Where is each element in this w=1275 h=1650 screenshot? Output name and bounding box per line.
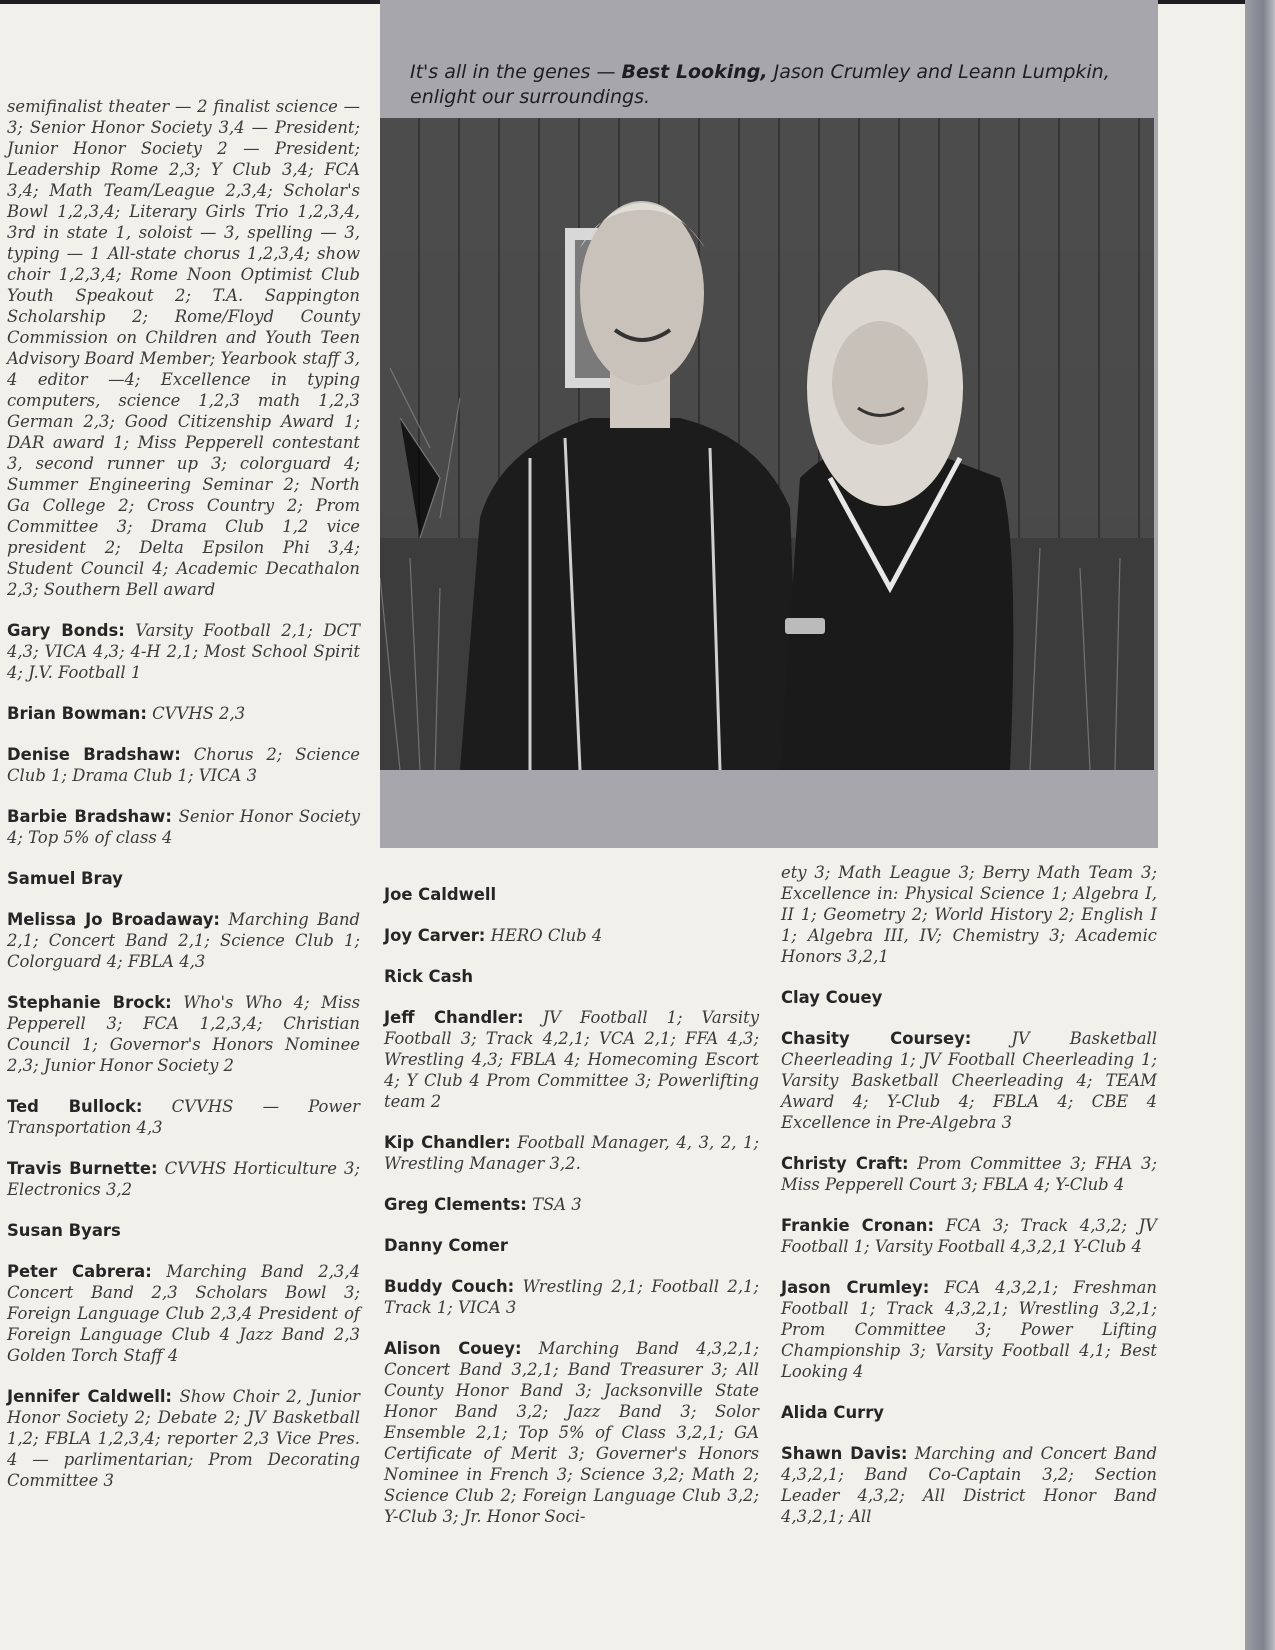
entry: Rick Cash <box>384 967 474 986</box>
entry: Samuel Bray <box>7 869 123 888</box>
entry: Kip Chandler: Football Manager, 4, 3, 2, 1; Wrestling Manager 3,2. <box>384 1133 759 1173</box>
entry: Melissa Jo Broadaway: Marching Band 2,1; Concert Band 2,1; Science Club 1; Colorguard 4; FBLA 4,3 <box>7 910 360 971</box>
entry: Joy Carver: HERO Club 4 <box>384 926 603 945</box>
caption-prefix: It's all in the genes — <box>410 61 622 83</box>
best-looking-photo <box>380 118 1154 770</box>
entry: Susan Byars <box>7 1221 121 1240</box>
entry: Shawn Davis: Marching and Concert Band 4,3,2,1; Band Co-Captain 3,2; Section Leader 4,3,2; All District Honor Band 4,3,2,1; All <box>781 1444 1157 1526</box>
caption-suffix: Jason Crumley and Leann Lumpkin, enlight our surroundings. <box>410 61 1110 108</box>
column-1 <box>7 96 360 1491</box>
entry: Alison Couey: Marching Band 4,3,2,1; Concert Band 3,2,1; Band Treasurer 3; All County Honor Band 3; Jacksonville State Honor Band 3,2; Jazz Band 3; Solor Ensemble 2,1; Top 5% of Class 3,2,1; GA Certificate of Merit 3; Governer's Honors Nominee in French 3; Science 3,2; Math 2; Science Club 2; Foreign Language Club 3,2; Y-Club 3; Jr. Honor Soci- <box>384 1339 759 1526</box>
entry: Jason Crumley: FCA 4,3,2,1; Freshman Football 1; Track 4,3,2,1; Wrestling 3,2,1; Prom Committee 3; Power Lifting Championship 3; Varsity Football 4,1; Best Looking 4 <box>781 1278 1157 1381</box>
photo-illustration <box>380 118 1154 770</box>
column-2 <box>384 884 759 1527</box>
entry: Denise Bradshaw: Chorus 2; Science Club 1; Drama Club 1; VICA 3 <box>7 745 360 785</box>
entry: Barbie Bradshaw: Senior Honor Society 4; Top 5% of class 4 <box>7 807 360 847</box>
entry: Jeff Chandler: JV Football 1; Varsity Football 3; Track 4,2,1; VCA 2,1; FFA 4,3; Wrestling 4,3; FBLA 4; Homecoming Escort 4; Y Club 4 Prom Committee 3; Powerlifting team 2 <box>384 1008 759 1111</box>
entry: Chasity Coursey: JV Basketball Cheerleading 1; JV Football Cheerleading 1; Varsity Basketball Cheerleading 4; TEAM Award 4; Y-Club 4; FBLA 4; CBE 4 Excellence in Pre-Algebra 3 <box>781 1029 1157 1132</box>
column-3 <box>781 862 1157 1527</box>
entry: Buddy Couch: Wrestling 2,1; Football 2,1; Track 1; VICA 3 <box>384 1277 759 1317</box>
entry: Greg Clements: TSA 3 <box>384 1195 582 1214</box>
entry: Danny Comer <box>384 1236 508 1255</box>
photo-caption <box>410 60 1150 110</box>
entry: Stephanie Brock: Who's Who 4; Miss Pepperell 3; FCA 1,2,3,4; Christian Council 1; Governor's Honors Nominee 2,3; Junior Honor Society 2 <box>7 993 361 1075</box>
binding-edge <box>1245 0 1275 1650</box>
entry: Joe Caldwell <box>384 885 497 904</box>
entry: Clay Couey <box>781 988 883 1007</box>
entry: Travis Burnette: CVVHS Horticulture 3; Electronics 3,2 <box>7 1159 360 1199</box>
entry: Ted Bullock: CVVHS — Power Transportation 4,3 <box>7 1097 360 1137</box>
entry: Jennifer Caldwell: Show Choir 2, Junior Honor Society 2; Debate 2; JV Basketball 1,2; FBLA 1,2,3,4; reporter 2,3 Vice Pres. 4 — parlimentarian; Prom Decorating Committee 3 <box>7 1387 361 1490</box>
entry: Peter Cabrera: Marching Band 2,3,4 Concert Band 2,3 Scholars Bowl 3; Foreign Language Club 2,3,4 President of Foreign Language Club 4 Jazz Band 2,3 Golden Torch Staff 4 <box>7 1262 360 1365</box>
entry: Christy Craft: Prom Committee 3; FHA 3; Miss Pepperell Court 3; FBLA 4; Y-Club 4 <box>781 1154 1158 1194</box>
entry: ety 3; Math League 3; Berry Math Team 3; Excellence in: Physical Science 1; Algebra I, II 1; Geometry 2; World History 2; English I 1; Algebra III, IV; Chemistry 3; Academic Honors 3,2,1 <box>781 863 1157 966</box>
entry: semifinalist theater — 2 finalist science — 3; Senior Honor Society 3,4 — President; Junior Honor Society 2 — President; Leadership Rome 2,3; Y Club 3,4; FCA 3,4; Math Team/League 2,3,4; Scholar's Bowl 1,2,3,4; Literary Girls Trio 1,2,3,4, 3rd in state 1, soloist — 3, spelling — 3, typing — 1 All-state chorus 1,2,3,4; show choir 1,2,3,4; Rome Noon Optimist Club Youth Speakout 2; T.A. Sappington Scholarship 2; Rome/Floyd County Commission on Children and Youth Teen Advisory Board Member; Yearbook staff 3, 4 editor —4; Excellence in typing computers, science 1,2,3 math 1,2,3 German 2,3; Good Citizenship Award 1; DAR award 1; Miss Pepperell contestant 3, second runner up 3; colorguard 4; Summer Engineering Seminar 2; North Ga College 2; Cross Country 2; Prom Committee 3; Drama Club 1,2 vice president 2; Delta Epsilon Phi 3,4; Student Council 4; Academic Decathalon 2,3; Southern Bell award <box>7 97 360 599</box>
entry: Alida Curry <box>781 1403 884 1422</box>
wristwatch-icon <box>785 618 825 634</box>
entry: Brian Bowman: CVVHS 2,3 <box>7 704 246 723</box>
entry: Frankie Cronan: FCA 3; Track 4,3,2; JV Football 1; Varsity Football 4,3,2,1 Y-Club 4 <box>781 1216 1157 1256</box>
caption-highlight: Best Looking, <box>621 61 768 83</box>
entry: Gary Bonds: Varsity Football 2,1; DCT 4,3; VICA 4,3; 4-H 2,1; Most School Spirit 4; J.V. Football 1 <box>7 621 360 682</box>
